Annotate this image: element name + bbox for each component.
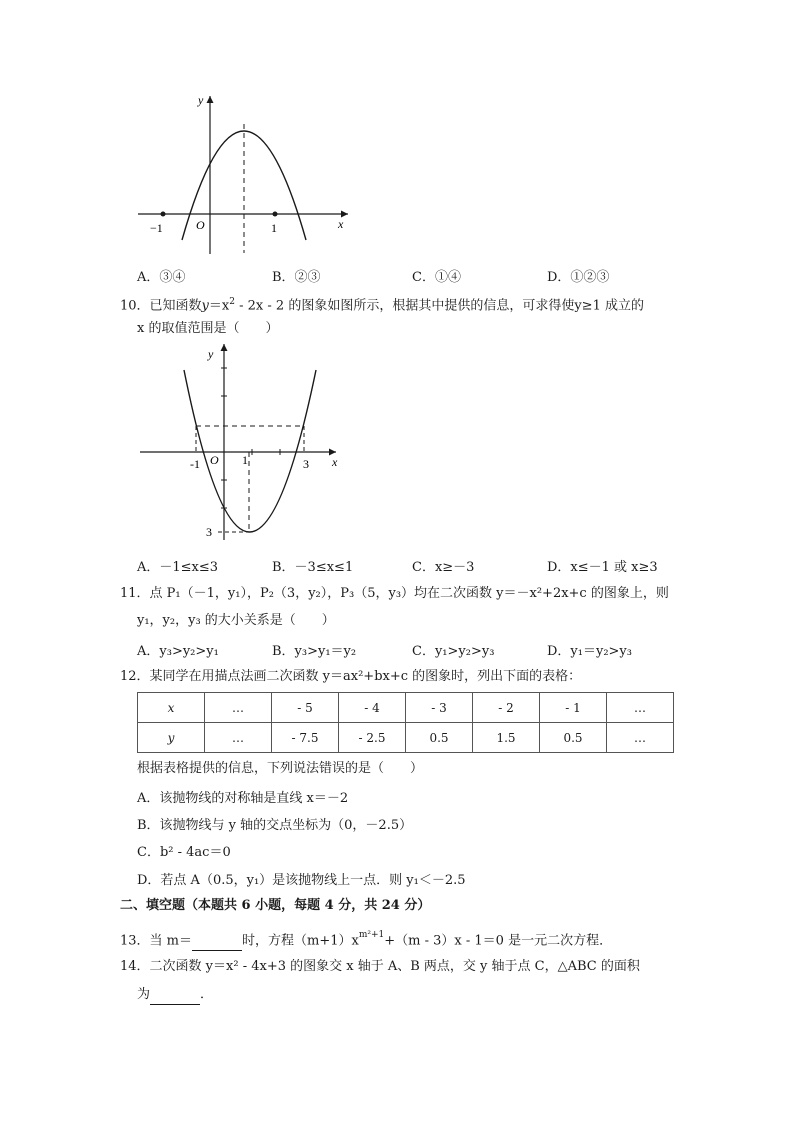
q10-tick-1: 1 [242,453,248,467]
table-cell: - 4 [339,693,406,723]
q9-option-a[interactable]: A．③④ [137,270,186,285]
q9-x-label: x [338,217,344,231]
q13-answer-blank[interactable] [192,932,242,951]
table-cell: … [205,723,272,753]
table-cell: 0.5 [406,723,473,753]
table-cell: … [607,693,674,723]
q9-point-1 [273,212,278,217]
q12-question: 根据表格提供的信息，下列说法错误的是（ ） [137,761,424,776]
q12-option-d[interactable]: D．若点 A（0.5，y₁）是该抛物线上一点．则 y₁＜－2.5 [137,873,466,888]
q10-stem-line2: x 的取值范围是（ ） [137,321,279,336]
q14-stem-line1: 14．二次函数 y＝x² - 4x+3 的图象交 x 轴于 A、B 两点，交 y 轴于点 C，△ABC 的面积 [120,959,640,974]
q11-stem-line1: 11．点 P₁（－1，y₁），P₂（3，y₂），P₃（5，y₃）均在二次函数 y＝－x²+2x+c 的图象上，则 [120,586,669,601]
q10-origin-label: O [210,453,219,467]
table-cell: - 2 [473,693,540,723]
q10-option-b[interactable]: B．－3≤x≤1 [272,560,354,575]
q10-tick-3: 3 [303,457,309,471]
table-cell: - 5 [272,693,339,723]
q12-stem-line1: 12．某同学在用描点法画二次函数 y＝ax²+bx+c 的图象时，列出下面的表格： [120,669,582,684]
q14-answer-blank[interactable] [150,986,200,1005]
q11-option-c[interactable]: C．y₁>y₂>y₃ [412,644,495,659]
q10-x-label: x [332,455,338,469]
table-cell: y [138,723,205,753]
q10-parabola-figure [136,340,351,545]
q9-origin-label: O [196,218,205,232]
q9-option-b[interactable]: B．②③ [272,270,321,285]
q12-value-table [137,692,674,753]
q10-tick-y3: 3 [206,525,212,539]
table-cell: - 1 [540,693,607,723]
q10-option-c[interactable]: C．x≥－3 [412,560,475,575]
table-cell: … [607,723,674,753]
q10-stem-line1: 10．已知函数$y=x^2 - 2x - 2$ 的图象如图所示，根据其中提供的信息，可求得使y≥1 成立的 [120,297,644,314]
q10-option-a[interactable]: A．－1≤x≤3 [137,560,219,575]
q9-tick-1: 1 [271,221,277,235]
table-cell: … [205,693,272,723]
q12-option-a[interactable]: A．该抛物线的对称轴是直线 x＝－2 [137,791,349,806]
q10-parabola [184,370,316,532]
table-row [138,723,674,753]
table-cell: - 3 [406,693,473,723]
table-cell: - 2.5 [339,723,406,753]
q9-parabola-figure [130,88,360,258]
q9-point-neg1 [161,212,166,217]
q11-option-b[interactable]: B．y₃>y₁＝y₂ [272,644,357,659]
q9-option-c[interactable]: C．①④ [412,270,461,285]
q10-y-label: y [208,347,214,361]
table-cell: - 7.5 [272,723,339,753]
table-cell: 1.5 [473,723,540,753]
q11-option-a[interactable]: A．y₃>y₂>y₁ [137,644,219,659]
q13-stem: 13．当 m＝ 时，方程$(m+1)x^{m^2+1}+(m - 3)x - 1=0$ 是一元二次方程． [120,928,612,951]
section2-title: 二、填空题（本题共 6 小题，每题 4 分，共 24 分） [120,898,431,913]
table-cell: 0.5 [540,723,607,753]
q9-tick-neg1: −1 [150,221,163,235]
table-row [138,693,674,723]
q10-tick-neg1: -1 [190,457,200,471]
q11-option-d[interactable]: D．y₁＝y₂>y₃ [547,644,632,659]
q11-stem-line2: y₁，y₂，y₃ 的大小关系是（ ） [137,613,335,628]
q14-stem-line2: 为 ． [137,986,213,1005]
table-cell: x [138,693,205,723]
q9-option-d[interactable]: D．①②③ [547,270,610,285]
q9-y-label: y [198,93,204,107]
q12-option-c[interactable]: C．b² - 4ac＝0 [137,845,231,860]
q10-option-d[interactable]: D．x≤－1 或 x≥3 [547,560,658,575]
q12-option-b[interactable]: B．该抛物线与 y 轴的交点坐标为（0，－2.5） [137,818,413,833]
